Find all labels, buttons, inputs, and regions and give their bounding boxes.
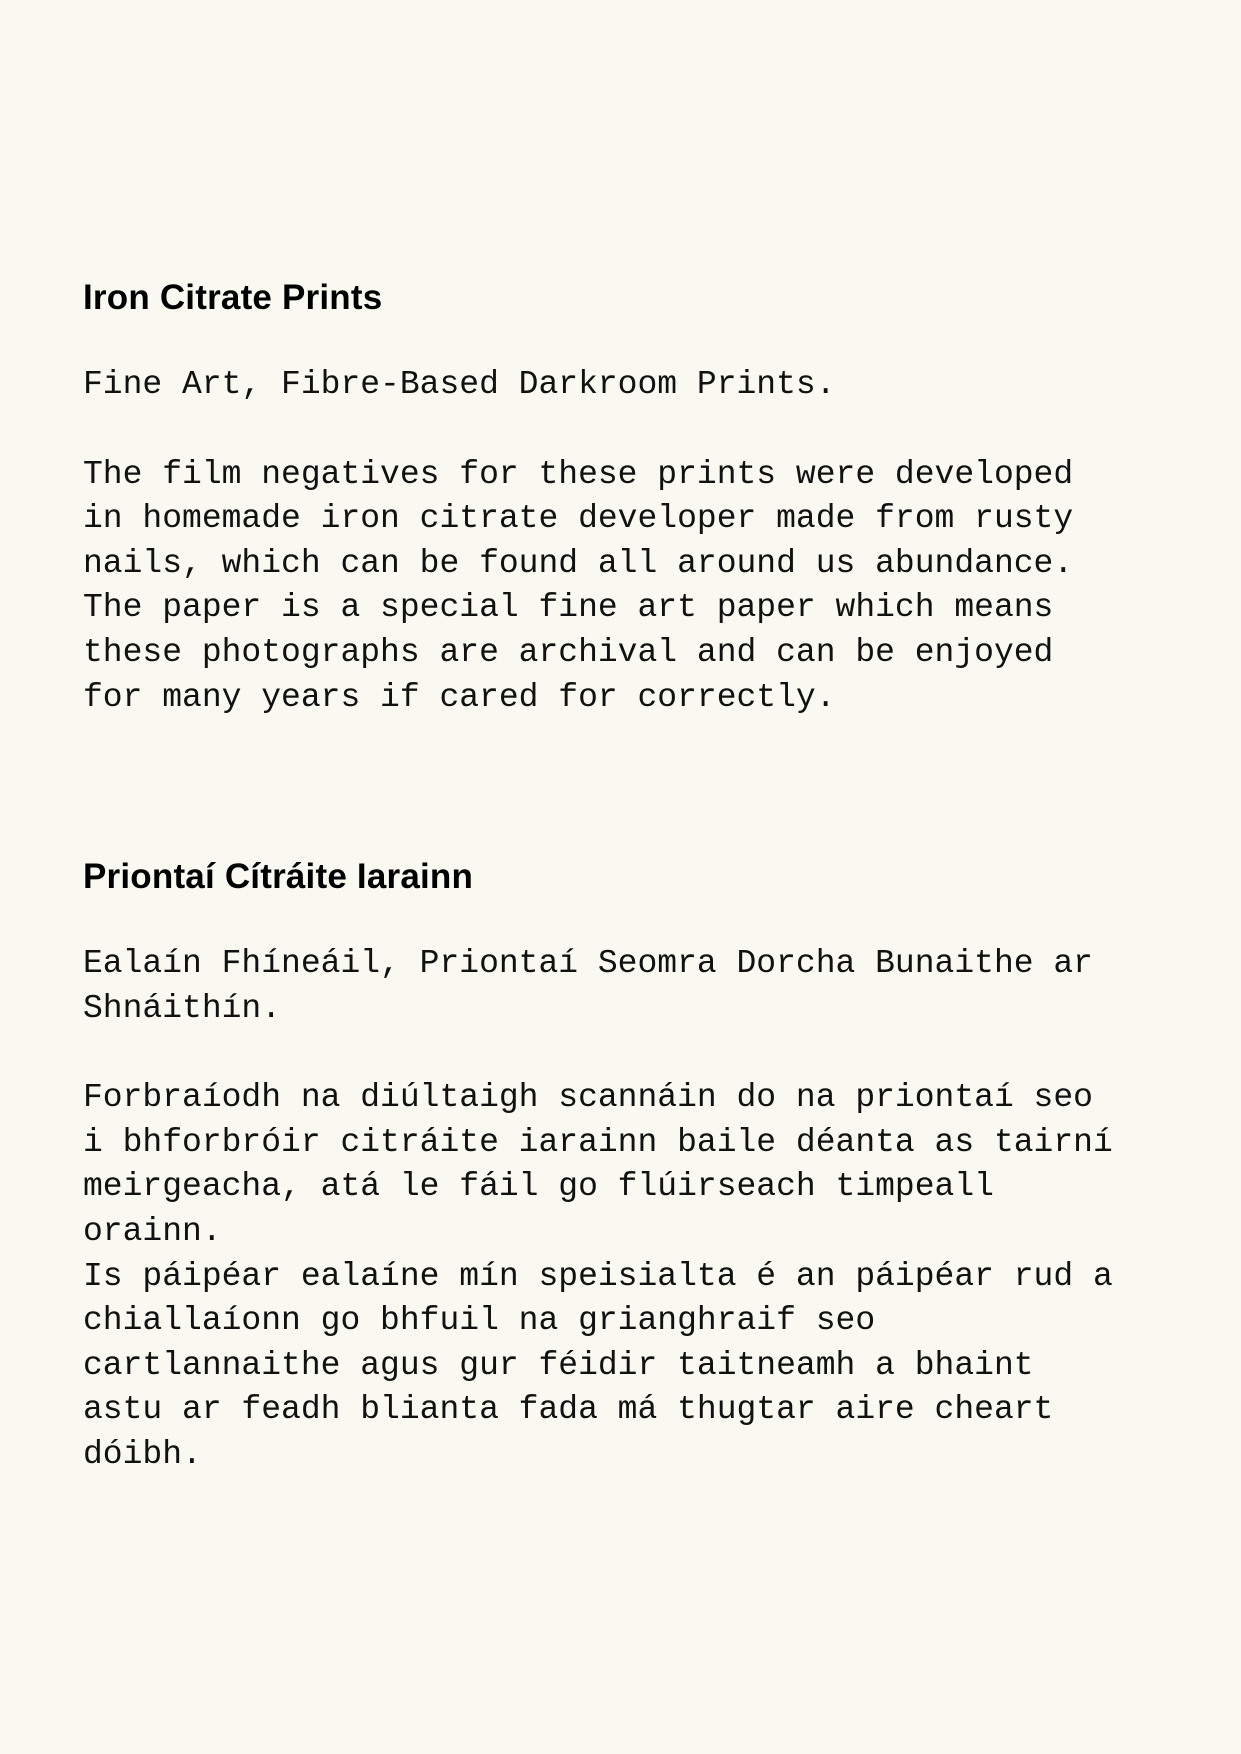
english-subtitle: Fine Art, Fibre-Based Darkroom Prints. xyxy=(83,366,836,403)
irish-subtitle: Ealaín Fhíneáil, Priontaí Seomra Dorcha Bunaithe ar Shnáithín. xyxy=(83,945,1093,1027)
irish-section xyxy=(83,857,1183,1478)
english-body: The film negatives for these prints were developed in homemade iron citrate developer made from rusty nails, which can be found all around us abundance. The paper is a special fine art paper which means these photographs are archival and can be enjoyed for many years if cared for correctly. xyxy=(83,455,1074,716)
irish-body: Forbraíodh na diúltaigh scannáin do na priontaí seo i bhforbróir citráite iarainn baile déanta as tairní meirgeacha, atá le fáil go flúirseach timpeall orainn. Is páipéar ealaíne mín speisialta é an páipéar rud a chiallaíonn go bhfuil na grianghraif seo cartlannaithe agus gur féidir taitneamh a bhaint astu ar feadh blianta fada má thugtar aire cheart dóibh. xyxy=(83,1079,1113,1473)
english-section xyxy=(83,278,1183,720)
irish-heading: Priontaí Cítráite Iarainn xyxy=(83,857,474,896)
english-heading: Iron Citrate Prints xyxy=(83,278,383,317)
